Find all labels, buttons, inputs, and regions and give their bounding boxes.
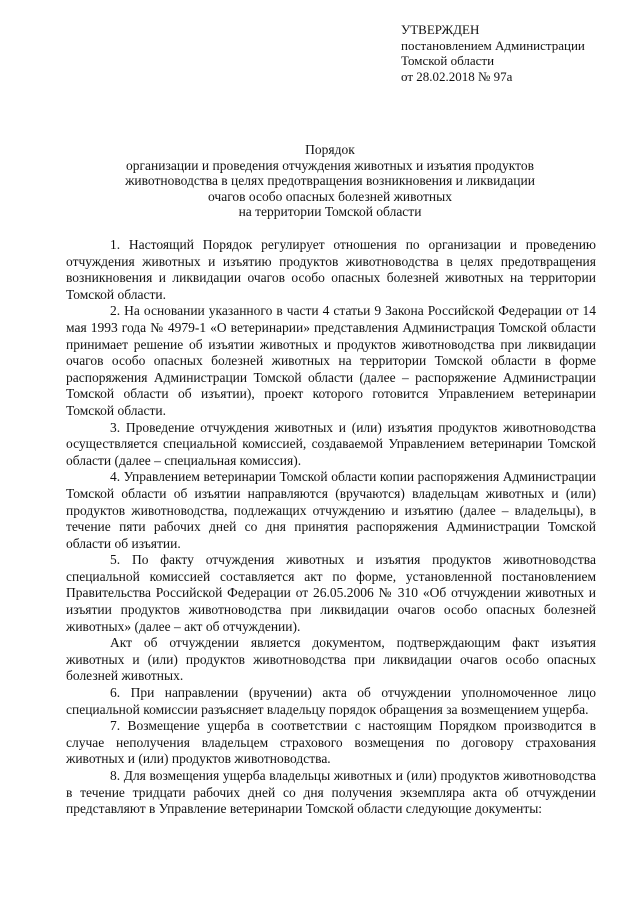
approval-date: от 28.02.2018 № 97а	[401, 68, 513, 84]
title-line: животноводства в целях предотвращения возникновения и ликвидации	[125, 173, 535, 188]
document-body	[66, 237, 596, 818]
title-line: очагов особо опасных болезней животных	[208, 188, 452, 204]
paragraph-2: 2. На основании указанного в части 4 статьи 9 Закона Российской Федерации от 14 мая 1993 года № 4979-1 «О ветеринарии» представления Администрация Томской области принимает решение об изъятии животных и продуктов животноводства при ликвидации очагов особо опасных болезней животных на территории Томской области в форме распоряжения Администрации Томской области (далее – распоряжение Администрации Томской области об изъятии), проект которого готовится Управлением ветеринарии Томской области.	[66, 303, 596, 418]
paragraph-1: 1. Настоящий Порядок регулирует отношения по организации и проведению отчуждения животных и изъятию продуктов животноводства в целях предотвращения возникновения и ликвидации очагов особо опасных болезней животных на территории Томской области.	[66, 237, 596, 302]
paragraph-4: 4. Управлением ветеринарии Томской области копии распоряжения Администрации Томской области об изъятии направляются (вручаются) владельцам животных и (или) продуктов животноводства, подлежащих отчуждению и изъятию (далее – владельцы), в течение пяти рабочих дней со дня принятия распоряжения Администрации Томской области об изъятии.	[66, 469, 596, 551]
approval-line: постановлением Администрации	[401, 37, 585, 53]
paragraph-5-note: Акт об отчуждении является документом, подтверждающим факт изъятия животных и (или) продуктов животноводства при ликвидации очагов особо опасных болезней животных.	[66, 635, 596, 684]
title-line: организации и проведения отчуждения животных и изъятия продуктов	[126, 157, 534, 173]
paragraph-8: 8. Для возмещения ущерба владельцы животных и (или) продуктов животноводства в течение тридцати рабочих дней со дня получения экземпляра акта об отчуждении представляют в Управление ветеринарии Томской области следующие документы:	[66, 768, 596, 817]
paragraph-7: 7. Возмещение ущерба в соответствии с настоящим Порядком производится в случае неполучения владельцем страхового возмещения по договору страхования животных и (или) продуктов животноводства.	[66, 718, 596, 767]
approval-heading: УТВЕРЖДЕН	[401, 22, 480, 37]
approval-line: Томской области	[401, 53, 495, 68]
paragraph-6: 6. При направлении (вручении) акта об отчуждении уполномоченное лицо специальной комиссии разъясняет владельцу порядок обращения за возмещением ущерба.	[66, 685, 596, 717]
document-title	[60, 142, 600, 220]
title-line: на территории Томской области	[238, 204, 422, 219]
approval-stamp	[401, 22, 621, 84]
title-line: Порядок	[305, 142, 355, 157]
paragraph-5: 5. По факту отчуждения животных и изъятия продуктов животноводства специальной комиссией составляется акт по форме, установленной постановлением Правительства Российской Федерации от 26.05.2006 № 310 «Об отчуждении животных и изъятии продуктов животноводства при ликвидации очагов особо опасных болезней животных» (далее – акт об отчуждении).	[66, 552, 596, 634]
paragraph-3: 3. Проведение отчуждения животных и (или) изъятия продуктов животноводства осуществляется специальной комиссией, создаваемой Управлением ветеринарии Томской области (далее – специальная комиссия).	[66, 419, 596, 468]
